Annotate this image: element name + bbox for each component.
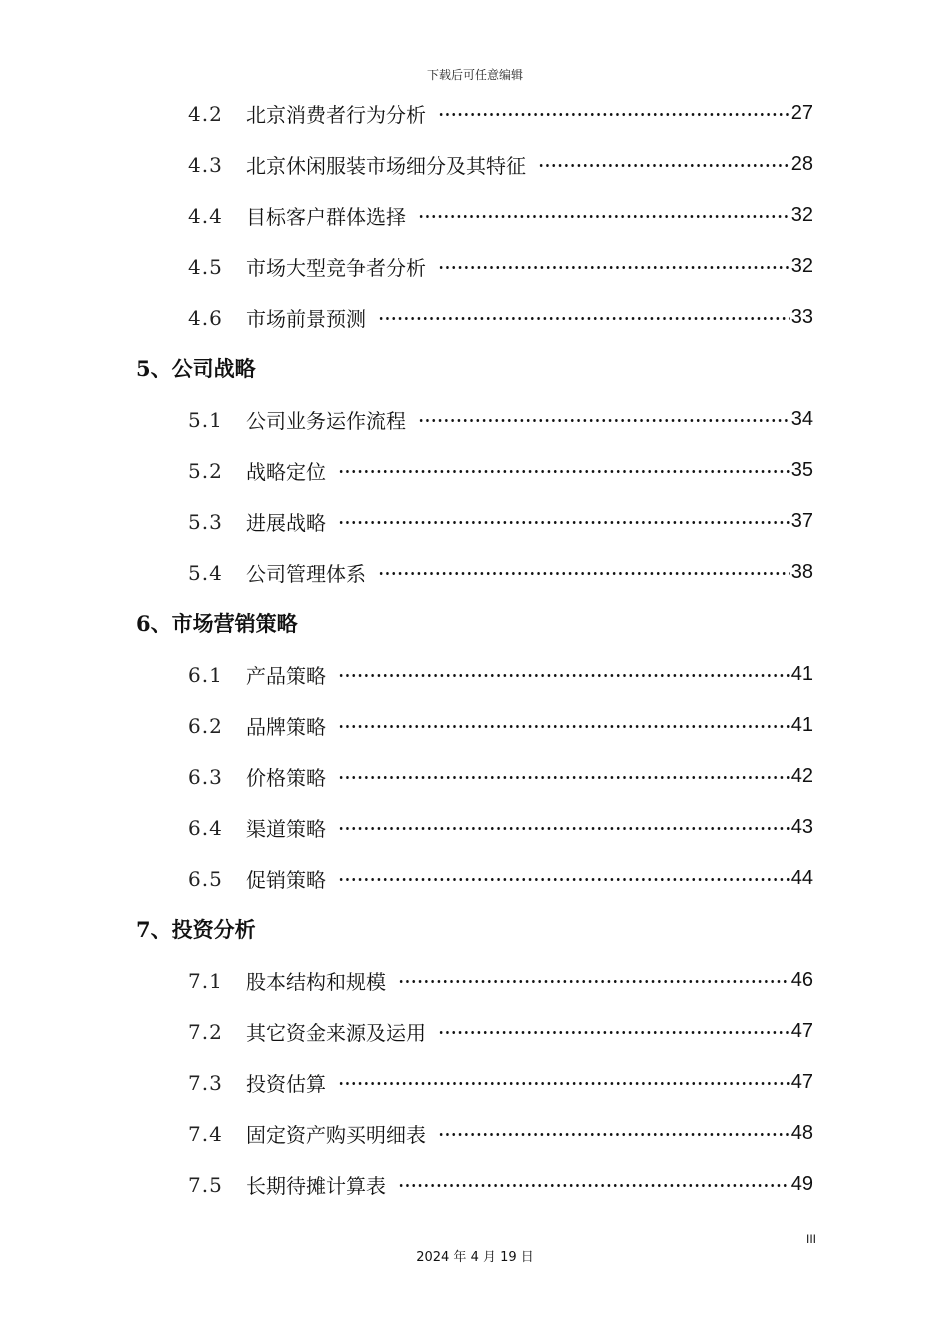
dot-leader: [538, 164, 790, 167]
toc-entry-title: 促销策略: [246, 868, 326, 892]
toc-entry[interactable]: [188, 1108, 813, 1159]
toc-entry-page: 33: [790, 306, 813, 328]
toc-entry-page: 49: [790, 1173, 813, 1195]
dot-leader: [338, 827, 790, 830]
dot-leader: [338, 878, 790, 881]
dot-leader: [438, 1031, 790, 1034]
toc-entry-number: 4.3: [188, 152, 223, 177]
dot-leader: [338, 776, 790, 779]
dot-leader: [338, 1082, 790, 1085]
dot-leader: [398, 1184, 790, 1187]
toc-entry-number: 7.1: [188, 968, 223, 993]
dot-leader: [338, 674, 790, 677]
toc-entry-page: 47: [790, 1020, 813, 1042]
toc-entry-title: 品牌策略: [246, 715, 326, 739]
toc-entry-page: 42: [790, 765, 813, 787]
toc-entry[interactable]: [188, 649, 813, 700]
toc-entry-title: 市场前景预测: [246, 307, 366, 331]
toc-entry-page: 38: [790, 561, 813, 583]
toc-entry[interactable]: [188, 853, 813, 904]
toc-entry-number: 7.4: [188, 1121, 223, 1146]
toc-entry-page: 41: [790, 714, 813, 736]
toc-entry[interactable]: [188, 139, 813, 190]
toc-entry-number: 6.1: [188, 662, 223, 687]
toc-entry-number: 4.2: [188, 101, 223, 126]
toc-entry-title: 投资估算: [246, 1072, 326, 1096]
toc-entry-page: 34: [790, 408, 813, 430]
toc-entry-title: 价格策略: [246, 766, 326, 790]
header-note: 下载后可任意编辑: [426, 68, 523, 82]
toc-entry-title: 股本结构和规模: [246, 970, 386, 994]
toc-section-heading[interactable]: 6、市场营销策略: [136, 611, 298, 636]
toc-entry-title: 公司管理体系: [246, 562, 366, 586]
toc-entry-page: 44: [790, 867, 813, 889]
toc-entry-title: 目标客户群体选择: [246, 205, 406, 229]
toc-entry[interactable]: [188, 496, 813, 547]
toc-entry-page: 28: [790, 153, 813, 175]
toc-entry[interactable]: [188, 955, 813, 1006]
toc-entry-title: 公司业务运作流程: [246, 409, 406, 433]
toc-entry[interactable]: [188, 1057, 813, 1108]
toc-entry-title: 北京消费者行为分析: [246, 103, 426, 127]
dot-leader: [378, 317, 790, 320]
footer-date: 2024 年 4 月 19 日: [416, 1250, 534, 1265]
toc-entry-number: 4.6: [188, 305, 223, 330]
toc-entry-page: 46: [790, 969, 813, 991]
toc-entry-title: 渠道策略: [246, 817, 326, 841]
toc-entry-number: 6.4: [188, 815, 223, 840]
toc-entry-title: 其它资金来源及运用: [246, 1021, 426, 1045]
dot-leader: [338, 470, 790, 473]
toc-entry-title: 市场大型竞争者分析: [246, 256, 426, 280]
toc-entry-number: 5.3: [188, 509, 223, 534]
dot-leader: [438, 266, 790, 269]
toc-entry[interactable]: [188, 700, 813, 751]
toc-entry-number: 6.3: [188, 764, 223, 789]
dot-leader: [338, 521, 790, 524]
toc-entry[interactable]: [188, 394, 813, 445]
toc-entry-page: 27: [790, 102, 813, 124]
dot-leader: [418, 215, 790, 218]
toc-entry-number: 7.2: [188, 1019, 223, 1044]
toc-entry-page: 32: [790, 255, 813, 277]
toc-entry-number: 7.5: [188, 1172, 223, 1197]
toc-entry-title: 战略定位: [246, 460, 326, 484]
toc-entry-number: 5.4: [188, 560, 223, 585]
dot-leader: [418, 419, 790, 422]
dot-leader: [398, 980, 790, 983]
toc-entry-number: 5.1: [188, 407, 223, 432]
toc-entry[interactable]: [188, 751, 813, 802]
toc-entry[interactable]: [188, 241, 813, 292]
toc-entry[interactable]: [188, 292, 813, 343]
dot-leader: [378, 572, 790, 575]
page-number: III: [806, 1232, 817, 1246]
toc-entry-number: 7.3: [188, 1070, 223, 1095]
toc-entry-page: 37: [790, 510, 813, 532]
toc-entry[interactable]: [188, 1159, 813, 1210]
toc-entry-page: 35: [790, 459, 813, 481]
toc-entry[interactable]: [188, 802, 813, 853]
toc-entry-number: 4.4: [188, 203, 223, 228]
toc-entry[interactable]: [188, 88, 813, 139]
toc-entry-title: 进展战略: [246, 511, 326, 535]
toc-entry-number: 4.5: [188, 254, 223, 279]
dot-leader: [438, 113, 790, 116]
toc-entry-title: 固定资产购买明细表: [246, 1123, 426, 1147]
dot-leader: [338, 725, 790, 728]
toc-entry-page: 32: [790, 204, 813, 226]
toc-entry-page: 43: [790, 816, 813, 838]
toc-entry-title: 北京休闲服装市场细分及其特征: [246, 154, 526, 178]
dot-leader: [438, 1133, 790, 1136]
toc-entry-page: 48: [790, 1122, 813, 1144]
toc-entry-number: 5.2: [188, 458, 223, 483]
toc-entry-page: 41: [790, 663, 813, 685]
toc-entry[interactable]: [188, 445, 813, 496]
toc-entry-title: 产品策略: [246, 664, 326, 688]
toc-entry-page: 47: [790, 1071, 813, 1093]
toc-section-heading[interactable]: 5、公司战略: [136, 356, 256, 381]
toc-entry-title: 长期待摊计算表: [246, 1174, 386, 1198]
toc-entry[interactable]: [188, 1006, 813, 1057]
toc-entry-number: 6.2: [188, 713, 223, 738]
toc-entry-number: 6.5: [188, 866, 223, 891]
toc-entry[interactable]: [188, 190, 813, 241]
toc-section-heading[interactable]: 7、投资分析: [136, 917, 256, 942]
toc-entry[interactable]: [188, 547, 813, 598]
